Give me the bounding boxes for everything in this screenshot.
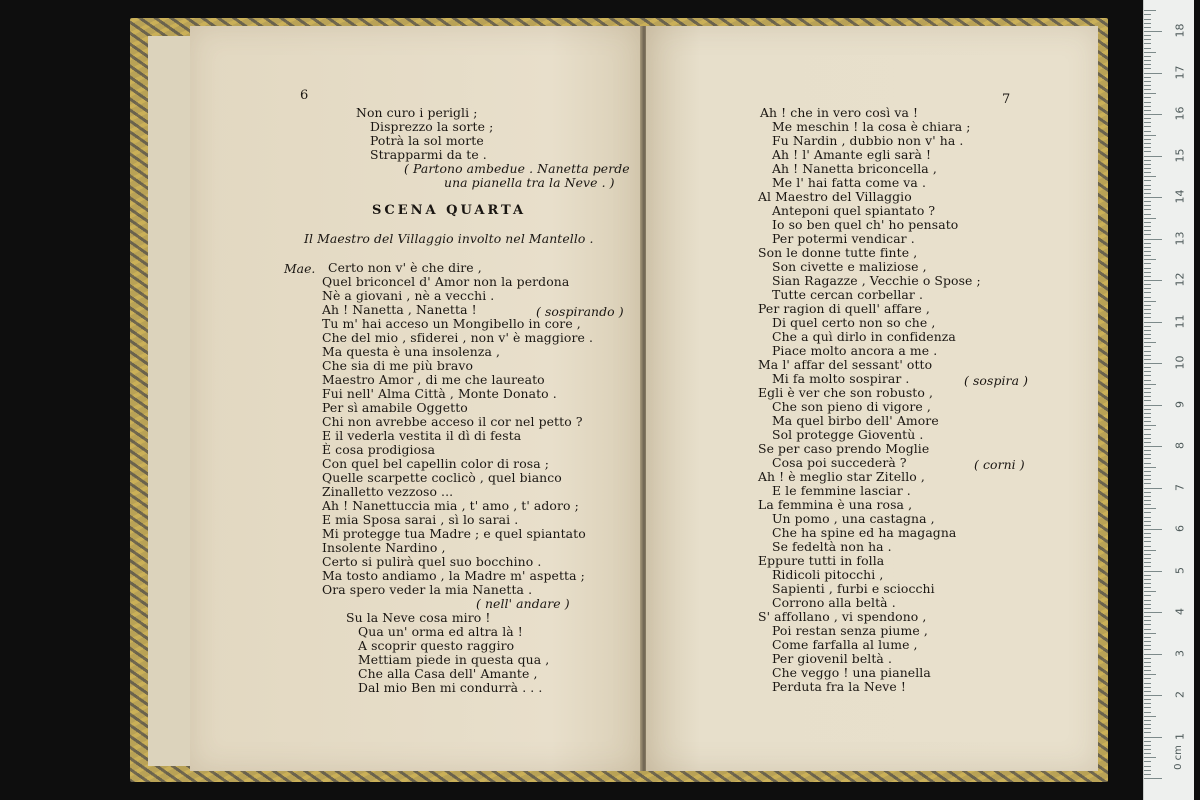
- ruler-tick: [1144, 392, 1151, 393]
- verse-line: Strapparmi da te .: [370, 147, 487, 162]
- aside-sospirando: ( sospirando ): [536, 304, 624, 319]
- ruler-tick: [1144, 214, 1151, 215]
- ruler-tick: [1144, 77, 1151, 78]
- ruler-label: 3: [1173, 649, 1187, 657]
- speech-line: Tu m' hai acceso un Mongibello in core ,: [322, 316, 581, 331]
- ruler-tick: [1144, 118, 1151, 119]
- verse-line: S' affollano , vi spendono ,: [758, 609, 927, 624]
- ruler-tick: [1144, 135, 1156, 136]
- ruler-tick: [1144, 371, 1151, 372]
- ruler-tick: [1144, 263, 1151, 264]
- ruler-tick: [1144, 48, 1151, 49]
- verse-line: Ah ! è meglio star Zitello ,: [758, 469, 925, 484]
- ruler-tick: [1144, 234, 1151, 235]
- ruler-tick: [1144, 151, 1151, 152]
- ruler-label: 11: [1173, 314, 1187, 328]
- ruler-tick: [1144, 396, 1151, 397]
- ruler-tick: [1144, 85, 1151, 86]
- ruler-tick: [1144, 60, 1151, 61]
- ruler-tick: [1144, 384, 1156, 385]
- ruler-tick: [1144, 766, 1151, 767]
- ruler-tick: [1144, 89, 1151, 90]
- ruler-tick: [1144, 496, 1151, 497]
- ruler-unit: 0 cm: [1172, 745, 1184, 770]
- ruler-label: 14: [1173, 189, 1187, 204]
- ruler-tick: [1144, 691, 1151, 692]
- aside-corni: ( corni ): [974, 457, 1025, 472]
- ruler-tick: [1144, 230, 1151, 231]
- ruler-tick: [1144, 741, 1151, 742]
- ruler-tick: [1144, 39, 1151, 40]
- speaker-label: Mae.: [284, 261, 316, 276]
- verse-line: Se per caso prendo Moglie: [758, 441, 930, 456]
- ruler-tick: [1144, 334, 1151, 335]
- ruler-tick: [1144, 571, 1162, 572]
- verse-line: Me l' hai fatta come va .: [772, 175, 926, 190]
- scene-subtitle: Il Maestro del Villaggio involto nel Mantello .: [304, 231, 594, 246]
- ruler-tick: [1144, 541, 1151, 542]
- verse-line: Che a quì dirlo in confidenza: [772, 329, 956, 344]
- ruler-tick: [1144, 583, 1151, 584]
- verse-line: Mettiam piede in questa qua ,: [358, 652, 550, 667]
- ruler-tick: [1144, 616, 1151, 617]
- ruler-tick: [1144, 753, 1151, 754]
- ruler-tick: [1144, 114, 1162, 115]
- ruler-tick: [1144, 255, 1151, 256]
- ruler-tick: [1144, 351, 1151, 352]
- ruler-tick: [1144, 218, 1156, 219]
- stage-direction: ( Partono ambedue . Nanetta perde: [404, 161, 630, 176]
- ruler-tick: [1144, 533, 1151, 534]
- speech-line: Con quel bel capellin color di rosa ;: [322, 456, 550, 471]
- speech-line: Quelle scarpette coclicò , quel bianco: [322, 470, 562, 485]
- ruler-tick: [1144, 500, 1151, 501]
- ruler-tick: [1144, 716, 1156, 717]
- ruler-tick: [1144, 438, 1151, 439]
- verse-line: Che son pieno di vigore ,: [772, 399, 931, 414]
- verse-line: Se fedeltà non ha .: [772, 539, 892, 554]
- ruler-tick: [1144, 479, 1151, 480]
- verse-line: La femmina è una rosa ,: [758, 497, 913, 512]
- speech-line: Certo si pulirà quel suo bocchino .: [322, 554, 542, 569]
- ruler-tick: [1144, 728, 1151, 729]
- ruler-tick: [1144, 413, 1151, 414]
- verse-line: Dal mio Ben mi condurrà . . .: [358, 680, 543, 695]
- speech-line: Certo non v' è che dire ,: [328, 260, 482, 275]
- verse-line: Che alla Casa dell' Amante ,: [358, 666, 538, 681]
- ruler-tick: [1144, 176, 1156, 177]
- ruler-tick: [1144, 346, 1151, 347]
- ruler-tick: [1144, 405, 1162, 406]
- ruler-tick: [1144, 14, 1151, 15]
- ruler-tick: [1144, 197, 1162, 198]
- ruler-tick: [1144, 56, 1151, 57]
- speech-line: Ora spero veder la mia Nanetta .: [322, 582, 533, 597]
- verse-line: Al Maestro del Villaggio: [758, 189, 912, 204]
- verse-line: Me meschin ! la cosa è chiara ;: [772, 119, 971, 134]
- speech-line: Quel briconcel d' Amor non la perdona: [322, 274, 570, 289]
- ruler-tick: [1144, 554, 1151, 555]
- verse-line: Io so ben quel ch' ho pensato: [772, 217, 959, 232]
- ruler-tick: [1144, 703, 1151, 704]
- ruler-tick: [1144, 645, 1151, 646]
- ruler-tick: [1144, 579, 1151, 580]
- verse-line: Come farfalla al lume ,: [772, 637, 918, 652]
- ruler-tick: [1144, 268, 1151, 269]
- ruler-tick: [1144, 757, 1156, 758]
- ruler-tick: [1144, 52, 1156, 53]
- ruler-tick: [1144, 770, 1151, 771]
- ruler-tick: [1144, 10, 1156, 11]
- ruler-tick: [1144, 297, 1151, 298]
- speech-line: E il vederla vestita il dì di festa: [322, 428, 522, 443]
- ruler-tick: [1144, 305, 1151, 306]
- ruler-tick: [1144, 259, 1156, 260]
- ruler-tick: [1144, 674, 1156, 675]
- ruler-tick: [1144, 649, 1151, 650]
- ruler-tick: [1144, 97, 1151, 98]
- ruler-tick: [1144, 93, 1156, 94]
- ruler-tick: [1144, 508, 1156, 509]
- ruler-tick: [1144, 380, 1151, 381]
- verse-line: Egli è ver che son robusto ,: [758, 385, 934, 400]
- left-page: [190, 26, 642, 771]
- ruler-tick: [1144, 313, 1151, 314]
- ruler-tick: [1144, 641, 1151, 642]
- verse-line: Ma quel birbo dell' Amore: [772, 413, 939, 428]
- ruler-tick: [1144, 243, 1151, 244]
- verse-line: Di quel certo non so che ,: [772, 315, 936, 330]
- scene-title: SCENA QUARTA: [372, 203, 527, 218]
- verse-line: Piace molto ancora a me .: [772, 343, 938, 358]
- ruler-tick: [1144, 429, 1151, 430]
- speech-line: Insolente Nardino ,: [322, 540, 446, 555]
- ruler-tick: [1144, 707, 1151, 708]
- speech-line: Mi protegge tua Madre ; e quel spiantato: [322, 526, 586, 541]
- ruler-tick: [1144, 23, 1151, 24]
- ruler-tick: [1144, 587, 1151, 588]
- ruler-tick: [1144, 425, 1156, 426]
- ruler-tick: [1144, 670, 1151, 671]
- ruler-tick: [1144, 156, 1162, 157]
- ruler-tick: [1144, 458, 1151, 459]
- ruler-label: 4: [1173, 608, 1187, 615]
- ruler-tick: [1144, 737, 1162, 738]
- ruler-label: 16: [1173, 106, 1187, 121]
- ruler-tick: [1144, 110, 1151, 111]
- ruler-tick: [1144, 409, 1151, 410]
- ruler-tick: [1144, 517, 1151, 518]
- verse-line: Tutte cercan corbellar .: [772, 287, 924, 302]
- ruler-tick: [1144, 604, 1151, 605]
- speech-line: Maestro Amor , di me che laureato: [322, 372, 545, 387]
- ruler-label: 10: [1173, 355, 1187, 370]
- ruler-tick: [1144, 35, 1151, 36]
- ruler-tick: [1144, 180, 1151, 181]
- speech-line: Ah ! Nanetta , Nanetta !: [322, 302, 477, 317]
- ruler-tick: [1144, 658, 1151, 659]
- ruler-label: 17: [1173, 65, 1187, 79]
- ruler-tick: [1144, 205, 1151, 206]
- ruler-tick: [1144, 537, 1151, 538]
- ruler-tick: [1144, 276, 1151, 277]
- ruler-tick: [1144, 434, 1151, 435]
- ruler-tick: [1144, 471, 1151, 472]
- verse-line: Sol protegge Gioventù .: [772, 427, 924, 442]
- ruler-tick: [1144, 226, 1151, 227]
- ruler-tick: [1144, 732, 1151, 733]
- verse-line: Ah ! l' Amante egli sarà !: [772, 147, 932, 162]
- ruler-label: 13: [1173, 231, 1187, 245]
- ruler-tick: [1144, 454, 1151, 455]
- ruler-tick: [1144, 712, 1151, 713]
- verse-line: Corrono alla beltà .: [772, 595, 896, 610]
- ruler-tick: [1144, 400, 1151, 401]
- ruler-label: 18: [1173, 23, 1187, 38]
- ruler-label: 12: [1173, 272, 1187, 287]
- ruler-tick: [1144, 106, 1151, 107]
- ruler-tick: [1144, 330, 1151, 331]
- verse-line: A scoprir questo raggiro: [358, 638, 515, 653]
- right-page: [646, 26, 1098, 771]
- ruler-tick: [1144, 654, 1162, 655]
- speech-line: Chi non avrebbe acceso il cor nel petto ?: [322, 414, 583, 429]
- ruler-tick: [1144, 421, 1151, 422]
- verse-line: Sian Ragazze , Vecchie o Spose ;: [772, 273, 981, 288]
- ruler-tick: [1144, 695, 1162, 696]
- ruler-tick: [1144, 139, 1151, 140]
- ruler-tick: [1144, 375, 1151, 376]
- verse-line: Son le donne tutte finte ,: [758, 245, 918, 260]
- ruler-tick: [1144, 504, 1151, 505]
- verse-line: Disprezzo la sorte ;: [370, 119, 494, 134]
- ruler-tick: [1144, 595, 1151, 596]
- ruler-tick: [1144, 575, 1151, 576]
- ruler-tick: [1144, 624, 1151, 625]
- verse-line: Qua un' orma ed altra là !: [358, 624, 523, 639]
- verse-line: Son civette e maliziose ,: [772, 259, 927, 274]
- ruler-tick: [1144, 562, 1151, 563]
- ruler-tick: [1144, 222, 1151, 223]
- ruler-tick: [1144, 463, 1151, 464]
- page-number-right: 7: [1002, 92, 1011, 107]
- ruler-tick: [1144, 488, 1162, 489]
- ruler-tick: [1144, 172, 1151, 173]
- ruler-tick: [1144, 450, 1151, 451]
- verse-line: Anteponi quel spiantato ?: [772, 203, 936, 218]
- ruler-label: 15: [1173, 148, 1187, 162]
- measuring-ruler: [1143, 0, 1194, 800]
- ruler-tick: [1144, 745, 1151, 746]
- ruler-tick: [1144, 483, 1151, 484]
- verse-line: Potrà la sol morte: [370, 133, 484, 148]
- ruler-tick: [1144, 761, 1151, 762]
- ruler-tick: [1144, 284, 1151, 285]
- verse-line: Per ragion di quell' affare ,: [758, 301, 930, 316]
- ruler-tick: [1144, 662, 1151, 663]
- verse-line: Che ha spine ed ha magagna: [772, 525, 957, 540]
- ruler-tick: [1144, 68, 1151, 69]
- ruler-tick: [1144, 683, 1151, 684]
- ruler-tick: [1144, 292, 1151, 293]
- ruler-tick: [1144, 309, 1151, 310]
- ruler-tick: [1144, 687, 1151, 688]
- ruler-tick: [1144, 143, 1151, 144]
- ruler-tick: [1144, 600, 1151, 601]
- speech-line: Che sia di me più bravo: [322, 358, 474, 373]
- ruler-tick: [1144, 322, 1162, 323]
- ruler-tick: [1144, 774, 1151, 775]
- ruler-tick: [1144, 558, 1151, 559]
- ruler-label: 1: [1173, 732, 1187, 740]
- ruler-tick: [1144, 160, 1151, 161]
- ruler-tick: [1144, 288, 1151, 289]
- ruler-tick: [1144, 164, 1151, 165]
- ruler-tick: [1144, 209, 1151, 210]
- verse-line: Ridicoli pitocchi ,: [772, 567, 884, 582]
- speech-line: È cosa prodigiosa: [322, 442, 436, 457]
- ruler-tick: [1144, 355, 1151, 356]
- ruler-tick: [1144, 525, 1151, 526]
- speech-line: Ma questa è una insolenza ,: [322, 344, 501, 359]
- ruler-label: 8: [1173, 442, 1187, 449]
- stage-direction: una pianella tra la Neve . ): [444, 175, 615, 190]
- ruler-tick: [1144, 247, 1151, 248]
- verse-line: Cosa poi succederà ?: [772, 455, 907, 470]
- ruler-tick: [1144, 126, 1151, 127]
- ruler-tick: [1144, 342, 1156, 343]
- ruler-tick: [1144, 550, 1156, 551]
- ruler-tick: [1144, 749, 1151, 750]
- ruler-tick: [1144, 446, 1162, 447]
- ruler-tick: [1144, 338, 1151, 339]
- ruler-tick: [1144, 566, 1151, 567]
- ruler-tick: [1144, 546, 1151, 547]
- speech-line: Che del mio , sfiderei , non v' è maggiore .: [322, 330, 594, 345]
- ruler-tick: [1144, 591, 1156, 592]
- ruler-tick: [1144, 185, 1151, 186]
- verse-line: Su la Neve cosa miro !: [346, 610, 491, 625]
- ruler-tick: [1144, 363, 1162, 364]
- ruler-tick: [1144, 678, 1151, 679]
- ruler-tick: [1144, 521, 1151, 522]
- ruler-tick: [1144, 778, 1162, 779]
- verse-line: Per potermi vendicar .: [772, 231, 915, 246]
- ruler-tick: [1144, 417, 1151, 418]
- ruler-tick: [1144, 19, 1151, 20]
- ruler-tick: [1144, 251, 1151, 252]
- verse-line: Perduta fra la Neve !: [772, 679, 906, 694]
- verse-line: Non curo i perigli ;: [356, 105, 478, 120]
- ruler-tick: [1144, 189, 1151, 190]
- verse-line: Per giovenil beltà .: [772, 651, 892, 666]
- speech-line: Per sì amabile Oggetto: [322, 400, 468, 415]
- ruler-label: 6: [1173, 525, 1187, 532]
- ruler-tick: [1144, 359, 1151, 360]
- ruler-label: 7: [1173, 483, 1187, 491]
- ruler-tick: [1144, 608, 1151, 609]
- ruler-tick: [1144, 512, 1151, 513]
- ruler-label: 9: [1173, 400, 1187, 408]
- ruler-tick: [1144, 193, 1151, 194]
- ruler-tick: [1144, 529, 1162, 530]
- ruler-label: 5: [1173, 566, 1187, 574]
- ruler-tick: [1144, 201, 1151, 202]
- verse-line: Ma l' affar del sessant' otto: [758, 357, 933, 372]
- verse-line: E le femmine lasciar .: [772, 483, 911, 498]
- ruler-tick: [1144, 168, 1151, 169]
- speech-line: E mia Sposa sarai , sì lo sarai .: [322, 512, 519, 527]
- ruler-tick: [1144, 699, 1151, 700]
- ruler-tick: [1144, 620, 1151, 621]
- ruler-tick: [1144, 637, 1151, 638]
- speech-line: Nè a giovani , nè a vecchi .: [322, 288, 495, 303]
- verse-line: Fu Nardin , dubbio non v' ha .: [772, 133, 964, 148]
- ruler-tick: [1144, 666, 1151, 667]
- ruler-tick: [1144, 475, 1151, 476]
- speech-line: Ah ! Nanettuccia mia , t' amo , t' adoro ;: [322, 498, 579, 513]
- verse-line: Eppure tutti in folla: [758, 553, 885, 568]
- ruler-tick: [1144, 301, 1156, 302]
- verse-line: Poi restan senza piume ,: [772, 623, 928, 638]
- ruler-tick: [1144, 629, 1151, 630]
- ruler-tick: [1144, 147, 1151, 148]
- ruler-tick: [1144, 43, 1151, 44]
- speech-line: Zinalletto vezzoso ...: [322, 484, 454, 499]
- verse-line: Sapienti , furbi e sciocchi: [772, 581, 935, 596]
- ruler-tick: [1144, 467, 1156, 468]
- ruler-tick: [1144, 27, 1151, 28]
- aside-sospira: ( sospira ): [964, 373, 1029, 388]
- verse-line: Ah ! che in vero così va !: [760, 105, 919, 120]
- ruler-tick: [1144, 724, 1151, 725]
- ruler-tick: [1144, 73, 1162, 74]
- verse-line: Mi fa molto sospirar .: [772, 371, 910, 386]
- speech-line: Fui nell' Alma Città , Monte Donato .: [322, 386, 557, 401]
- ruler-tick: [1144, 492, 1151, 493]
- ruler-tick: [1144, 131, 1151, 132]
- ruler-label: 2: [1173, 691, 1187, 698]
- ruler-tick: [1144, 317, 1151, 318]
- ruler-tick: [1144, 31, 1162, 32]
- ruler-tick: [1144, 720, 1151, 721]
- ruler-tick: [1144, 64, 1151, 65]
- ruler-tick: [1144, 239, 1162, 240]
- ruler-tick: [1144, 612, 1162, 613]
- ruler-tick: [1144, 388, 1151, 389]
- ruler-tick: [1144, 280, 1162, 281]
- ruler-tick: [1144, 272, 1151, 273]
- verse-line: Un pomo , una castagna ,: [772, 511, 935, 526]
- speech-line: Ma tosto andiamo , la Madre m' aspetta ;: [322, 568, 585, 583]
- ruler-tick: [1144, 442, 1151, 443]
- ruler-tick: [1144, 122, 1151, 123]
- ruler-tick: [1144, 326, 1151, 327]
- aside-nell-andare: ( nell' andare ): [476, 596, 570, 611]
- ruler-tick: [1144, 367, 1151, 368]
- ruler-tick: [1144, 633, 1156, 634]
- page-number-left: 6: [300, 88, 309, 103]
- verse-line: Che veggo ! una pianella: [772, 665, 931, 680]
- verse-line: Ah ! Nanetta briconcella ,: [772, 161, 937, 176]
- ruler-tick: [1144, 81, 1151, 82]
- ruler-tick: [1144, 102, 1151, 103]
